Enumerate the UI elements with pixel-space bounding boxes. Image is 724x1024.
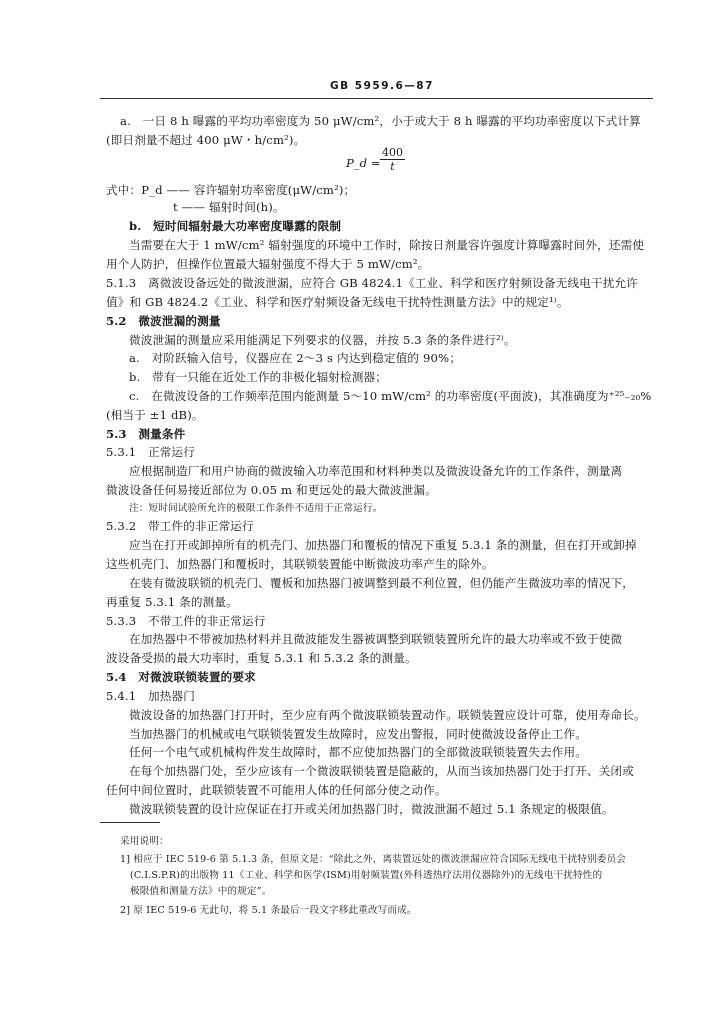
text-line: 微波泄漏的测量应采用能满足下列要求的仪器，并按 5.3 条的条件进行²⁾。	[129, 333, 516, 347]
section-heading: 5.4 对微波联锁装置的要求	[106, 670, 256, 684]
formula-numerator: 400	[382, 146, 403, 159]
page-header: GB 5959.6—87	[330, 80, 434, 92]
note-line: 注：短时间试验所允许的极限工作条件不适用于正常运行。	[129, 503, 383, 514]
footnote: (C.I.S.P.R)的出版物 11《工业、科学和医学(ISM)用射频装置(外科透热疗法用仪器除外)的无线电干扰特性的	[130, 870, 603, 881]
text-line: 应根据制造厂和用户协商的微波输入功率范围和材料种类以及微波设备允许的工作条件，测量离	[129, 464, 623, 478]
footnote: 极限值和测量方法》中的规定”。	[130, 886, 272, 897]
text-line: 当需要在大于 1 mW/cm² 辐射强度的环境中工作时，除按日剂量容许强度计算曝露时间外，还需使	[129, 238, 645, 252]
section-heading: 5.3.1 正常运行	[106, 445, 195, 459]
text-line: 式中：P_d —— 容许辐射功率密度(μW/cm²)；	[106, 183, 356, 197]
text-line: 5.1.3 离微波设备远处的微波泄漏，应符合 GB 4824.1《工业、科学和医疗射频设备无线电干扰允许	[106, 276, 638, 290]
text-line: 这些机壳门、加热器门和覆板时，其联锁装置能中断微波功率产生的除外。	[106, 557, 494, 571]
text-line: 微波联锁装置的设计应保证在打开或关闭加热器门时，微波泄漏不超过 5.1 条规定的极限值。	[129, 802, 614, 816]
formula-lhs: P_d =	[346, 156, 381, 170]
text-line: 波设备受损的最大功率时，重复 5.3.1 和 5.3.2 条的测量。	[106, 651, 417, 665]
text-line: b. 短时间辐射最大功率密度曝露的限制	[129, 219, 342, 233]
text-line: 微波设备的加热器门打开时，至少应有两个微波联锁装置动作。联锁装置应设计可靠，使用寿命长。	[129, 708, 646, 722]
section-heading: 5.4.1 加热器门	[106, 689, 195, 703]
formula-fraction	[380, 146, 405, 173]
text-line: 任何中间位置时，此联锁装置不可能用人体的任何部分使之动作。	[106, 783, 447, 797]
section-heading: 5.3 测量条件	[106, 427, 186, 441]
section-heading: 5.2 微波泄漏的测量	[106, 314, 221, 328]
section-heading: 5.3.2 带工件的非正常运行	[106, 519, 254, 533]
text-line: 再重复 5.3.1 条的测量。	[106, 595, 238, 609]
text-line: 在加热器中不带被加热材料并且微波能发生器被调整到联锁装置所允许的最大功率或不致于使微	[129, 632, 623, 646]
text-line: a. 对阶跃输入信号，仪器应在 2～3 s 内达到稳定值的 90%；	[129, 351, 461, 365]
section-heading: 5.3.3 不带工件的非正常运行	[106, 614, 266, 628]
text-line: 当加热器门的机械或电气联锁装置发生故障时，应发出警报，同时使微波设备停止工作。	[129, 727, 588, 741]
text-line: b. 带有一只能在近处工作的非极化辐射检测器；	[129, 370, 388, 384]
text-line: c. 在微波设备的工作频率范围内能测量 5～10 mW/cm² 的功率密度(平面波)，其准确度为⁺²⁵₋₂₀%	[129, 389, 652, 403]
text-line: 用个人防护，但操作位置最大辐射强度不得大于 5 mW/cm²。	[106, 257, 430, 271]
footnote-title: 采用说明：	[120, 836, 169, 847]
footnote-rule	[100, 822, 160, 823]
text-line: 在每个加热器门处，至少应该有一个微波联锁装置是隐蔽的，从而当该加热器门处于打开、关闭或	[129, 764, 634, 778]
text-line: a. 一日 8 h 曝露的平均功率密度为 50 μW/cm²，小于或大于 8 h 曝露的平均功率密度以下式计算	[120, 114, 641, 128]
text-line: 任何一个电气或机械构件发生故障时，都不应使加热器门的全部微波联锁装置失去作用。	[129, 745, 588, 759]
footnote: 1] 相应于 IEC 519-6 第 5.1.3 条，但原文是：“除此之外，离装置远处的微波泄漏应符合国际无线电干扰特别委员会	[120, 854, 627, 865]
footnote: 2] 原 IEC 519-6 无此句，将 5.1 条最后一段文字移此重改写而成。	[120, 905, 417, 916]
text-line: (即日剂量不超过 400 μW・h/cm²)。	[106, 133, 306, 147]
text-line: 微波设备任何易接近部位为 0.05 m 和更远处的最大微波泄漏。	[106, 483, 437, 497]
text-line: t —— 辐射时间(h)。	[173, 200, 285, 214]
text-line: (相当于 ±1 dB)。	[106, 408, 204, 422]
header-rule	[100, 98, 653, 99]
text-line: 应当在打开或卸掉所有的机壳门、加热器门和覆板的情况下重复 5.3.1 条的测量，但在打开或卸掉	[129, 538, 637, 552]
text-line: 在装有微波联锁的机壳门、覆板和加热器门被调整到最不利位置，但仍能产生微波功率的情况下，	[129, 576, 634, 590]
formula-denominator: t	[390, 160, 395, 173]
text-line: 值》和 GB 4824.2《工业、科学和医疗射频设备无线电干扰特性测量方法》中的规定¹⁾。	[106, 295, 569, 309]
